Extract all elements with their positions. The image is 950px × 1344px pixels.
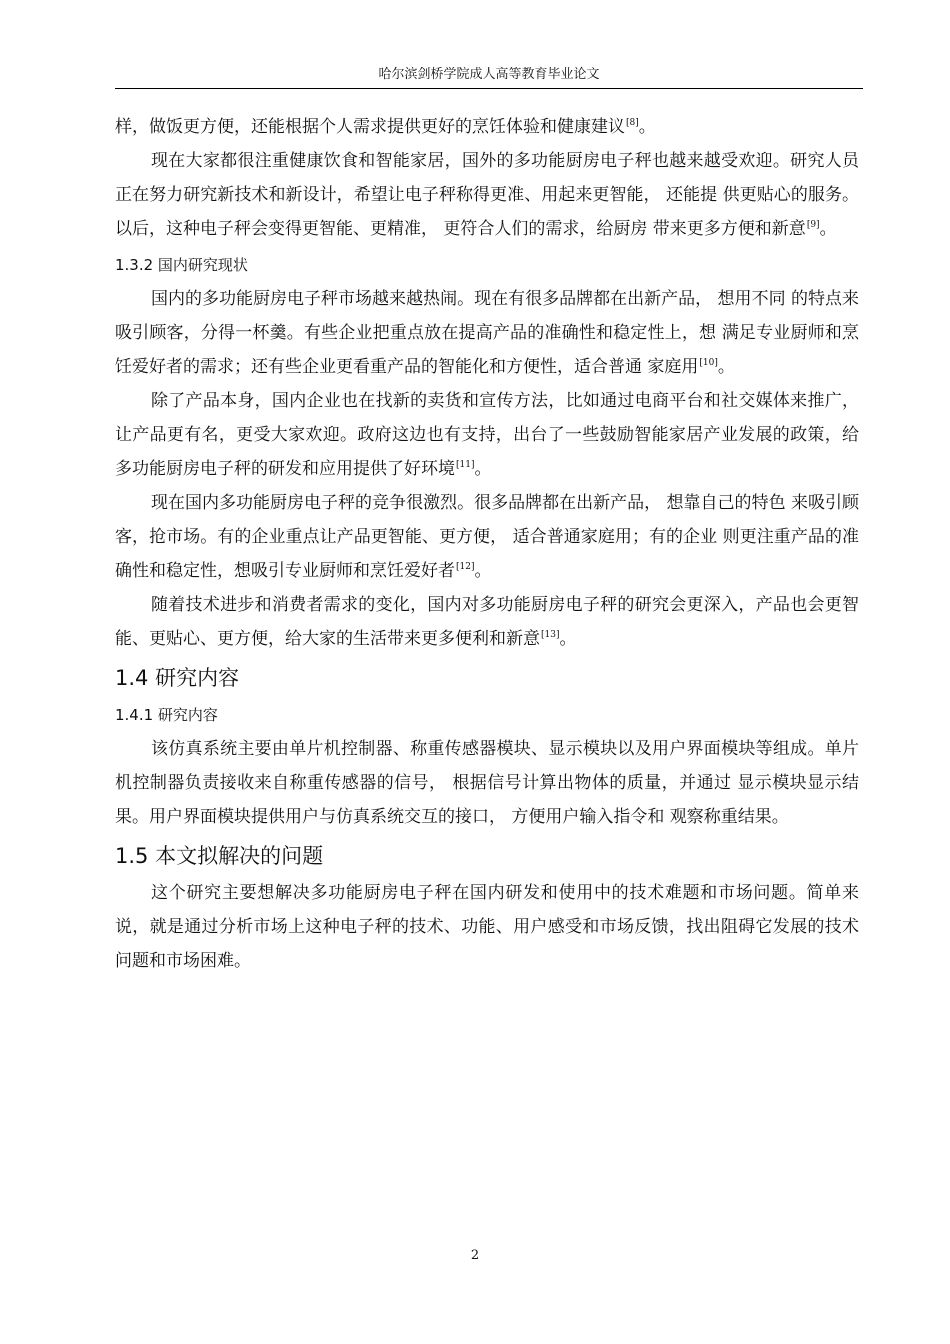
paragraph-end: 。 [819, 219, 837, 239]
section-heading-1-4-1: 1.4.1 研究内容 [115, 706, 218, 724]
citation-ref: [11] [456, 460, 475, 470]
paragraph-research-content: 该仿真系统主要由单片机控制器、称重传感器模块、显示模块以及用户界面模块等组成。单片机控制器负责接收来自称重传感器的信号， 根据信号计算出物体的质量，并通过 显示模块显示结果。用户界面模块提供用户与仿真系统交互的接口， 方便用户输入指令和 观察称重结果。 [115, 739, 859, 827]
paragraph-end: 。 [638, 117, 656, 137]
header-rule [115, 88, 863, 89]
paragraph-domestic-competition [115, 486, 859, 588]
paragraph-end: 。 [717, 357, 735, 377]
section-heading-1-3-2: 1.3.2 国内研究现状 [115, 256, 248, 274]
citation-ref: [12] [456, 562, 475, 572]
paragraph-text: 样，做饭更方便，还能根据个人需求提供更好的烹饪体验和健康建议 [115, 117, 625, 137]
section-heading-1-5: 1.5 本文拟解决的问题 [115, 844, 324, 868]
citation-ref: [13] [541, 630, 560, 640]
page-header: 哈尔滨剑桥学院成人高等教育毕业论文 [378, 67, 600, 82]
paragraph-domestic-market [115, 282, 859, 384]
section-heading-1-4: 1.4 研究内容 [115, 666, 240, 690]
paragraph-domestic-marketing [115, 384, 859, 486]
page-number: 2 [470, 1248, 480, 1263]
page-body [115, 110, 859, 978]
paragraph-text: 现在大家都很注重健康饮食和智能家居，国外的多功能厨房电子秤也越来越受欢迎。研究人员正在努力研究新技术和新设计，希望让电子秤称得更准、用起来更智能， 还能提 供更贴心的服务。以后，这种电子秤会变得更智能、更精准， 更符合人们的需求，给厨房 带来更多方便和新意 [115, 151, 859, 239]
paragraph-text: 随着技术进步和消费者需求的变化，国内对多功能厨房电子秤的研究会更深入，产品也会更智能、更贴心、更方便，给大家的生活带来更多便利和新意 [115, 595, 859, 649]
paragraph-end: 。 [474, 459, 492, 479]
paragraph-text: 国内的多功能厨房电子秤市场越来越热闹。现在有很多品牌都在出新产品， 想用不同 的特点来吸引顾客，分得一杯羹。有些企业把重点放在提高产品的准确性和稳定性上，想 满足专业厨师和烹饪爱好者的需求；还有些企业更看重产品的智能化和方便性，适合普通 家庭用 [115, 289, 859, 377]
citation-ref: [10] [699, 358, 718, 368]
paragraph-text: 除了产品本身，国内企业也在找新的卖货和宣传方法，比如通过电商平台和社交媒体来推广，让产品更有名，更受大家欢迎。政府这边也有支持，出台了一些鼓励智能家居产业发展的政策，给多功能厨房电子秤的研发和应用提供了好环境 [115, 391, 859, 479]
paragraph-end: 。 [474, 561, 492, 581]
citation-ref: [9] [806, 220, 820, 230]
paragraph-domestic-outlook [115, 588, 859, 656]
paragraph-continued [115, 110, 859, 144]
citation-ref: [8] [626, 118, 639, 128]
paragraph-end: 。 [559, 629, 577, 649]
paragraph-foreign-outlook [115, 144, 859, 246]
paragraph-text: 现在国内多功能厨房电子秤的竞争很激烈。很多品牌都在出新产品， 想靠自己的特色 来吸引顾客，抢市场。有的企业重点让产品更智能、更方便， 适合普通家庭用；有的企业 则更注重产品的准确性和稳定性，想吸引专业厨师和烹饪爱好者 [115, 493, 859, 581]
paragraph-problems: 这个研究主要想解决多功能厨房电子秤在国内研发和使用中的技术难题和市场问题。简单来说，就是通过分析市场上这种电子秤的技术、功能、用户感受和市场反馈，找出阻碍它发展的技术问题和市场困难。 [115, 883, 859, 971]
